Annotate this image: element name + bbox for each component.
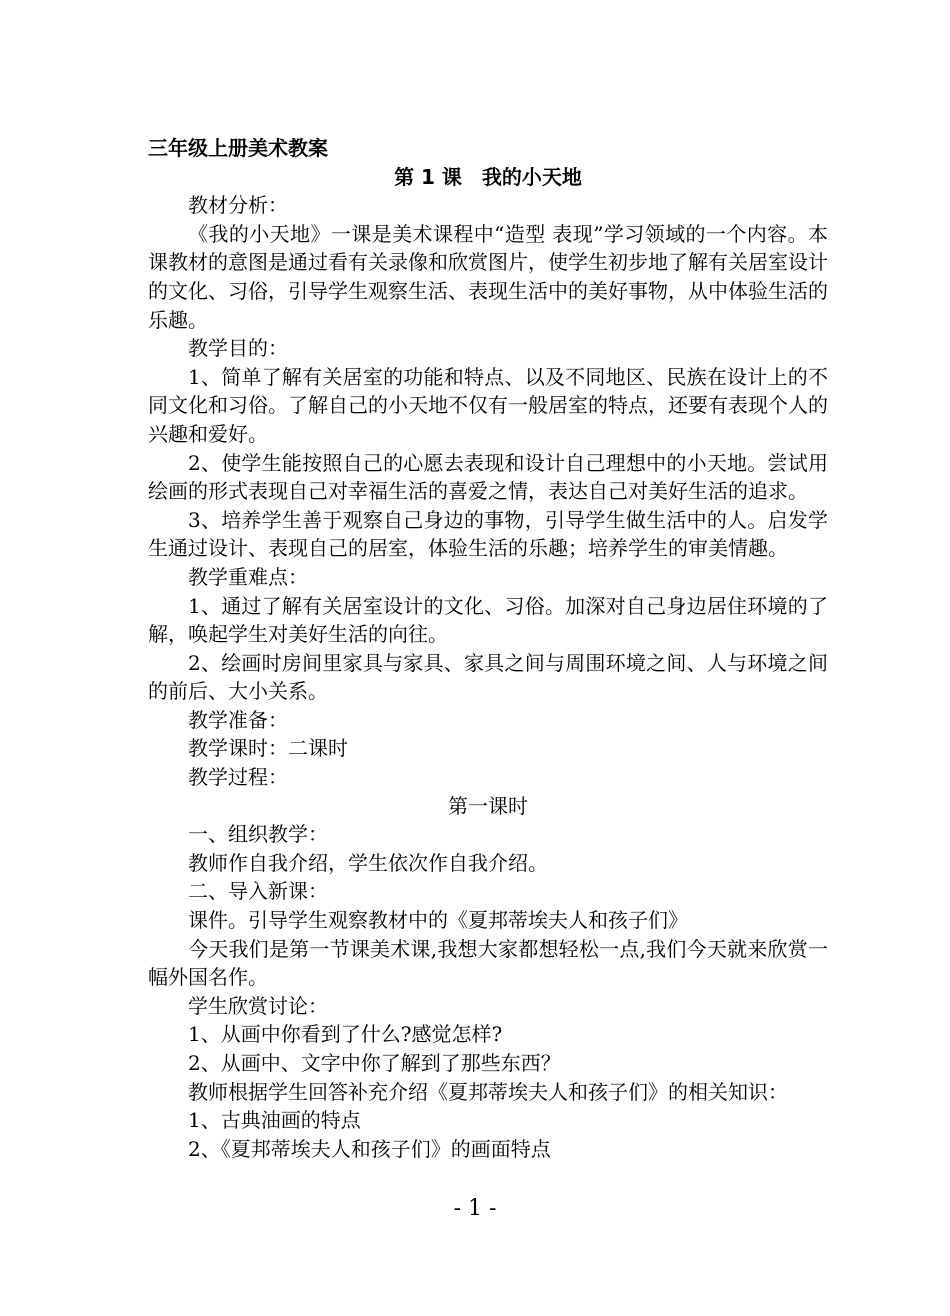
paragraph: 教学过程： xyxy=(188,765,288,790)
paragraph: 教学目的： xyxy=(188,336,288,361)
page-number: - 1 - xyxy=(453,1196,497,1221)
paragraph: 教材分析： xyxy=(188,193,288,218)
paragraph: 教师根据学生回答补充介绍《夏邦蒂埃夫人和孩子们》的相关知识： xyxy=(188,1079,788,1104)
paragraph: 教学课时：二课时 xyxy=(188,736,348,761)
paragraph: 二、导入新课： xyxy=(188,879,328,904)
paragraph: 第一课时 xyxy=(448,793,528,818)
paragraph: 1、古典油画的特点 xyxy=(188,1108,361,1133)
paragraph: 教学准备： xyxy=(188,707,288,732)
paragraph: 2、从画中、文字中你了解到了那些东西？ xyxy=(188,1051,561,1075)
paragraph: 2、《夏邦蒂埃夫人和孩子们》的画面特点 xyxy=(188,1136,551,1161)
paragraph: 1、通过了解有关居室设计的文化、习俗。加深对自己身边居住环境的了解，唤起学生对美好生活的向往。 xyxy=(148,593,828,647)
paragraph: 2、绘画时房间里家具与家具、家具之间与周围环境之间、人与环境之间的前后、大小关系。 xyxy=(148,650,828,704)
paragraph: 《我的小天地》一课是美术课程中“造型 表现”学习领域的一个内容。本课教材的意图是通过看有关录像和欣赏图片，使学生初步地了解有关居室设计的文化、习俗，引导学生观察生活、表现生活中的美好事物，从中体验生活的乐趣。 xyxy=(148,221,828,332)
paragraph: 教学重难点： xyxy=(188,564,308,589)
document-body xyxy=(148,134,828,1163)
lesson-title: 第 1 课 我的小天地 xyxy=(394,164,582,189)
paragraph: 教师作自我介绍，学生依次作自我介绍。 xyxy=(188,850,548,875)
document-title: 三年级上册美术教案 xyxy=(148,136,328,160)
paragraph: 一、组织教学： xyxy=(188,822,328,847)
paragraph: 2、使学生能按照自己的心愿去表现和设计自己理想中的小天地。尝试用绘画的形式表现自己对幸福生活的喜爱之情，表达自己对美好生活的追求。 xyxy=(148,450,828,504)
paragraph: 1、简单了解有关居室的功能和特点、以及不同地区、民族在设计上的不同文化和习俗。了解自己的小天地不仅有一般居室的特点，还要有表现个人的兴趣和爱好。 xyxy=(148,364,828,446)
paragraph: 3、培养学生善于观察自己身边的事物，引导学生做生活中的人。启发学生通过设计、表现自己的居室，体验生活的乐趣；培养学生的审美情趣。 xyxy=(148,507,828,561)
paragraph-list xyxy=(148,191,828,1163)
paragraph: 课件。引导学生观察教材中的《夏邦蒂埃夫人和孩子们》 xyxy=(188,908,688,933)
paragraph: 今天我们是第一节课美术课,我想大家都想轻松一点,我们今天就来欣赏一幅外国名作。 xyxy=(148,936,828,990)
paragraph: 学生欣赏讨论： xyxy=(188,993,328,1018)
paragraph: 1、从画中你看到了什么?感觉怎样? xyxy=(188,1022,503,1047)
